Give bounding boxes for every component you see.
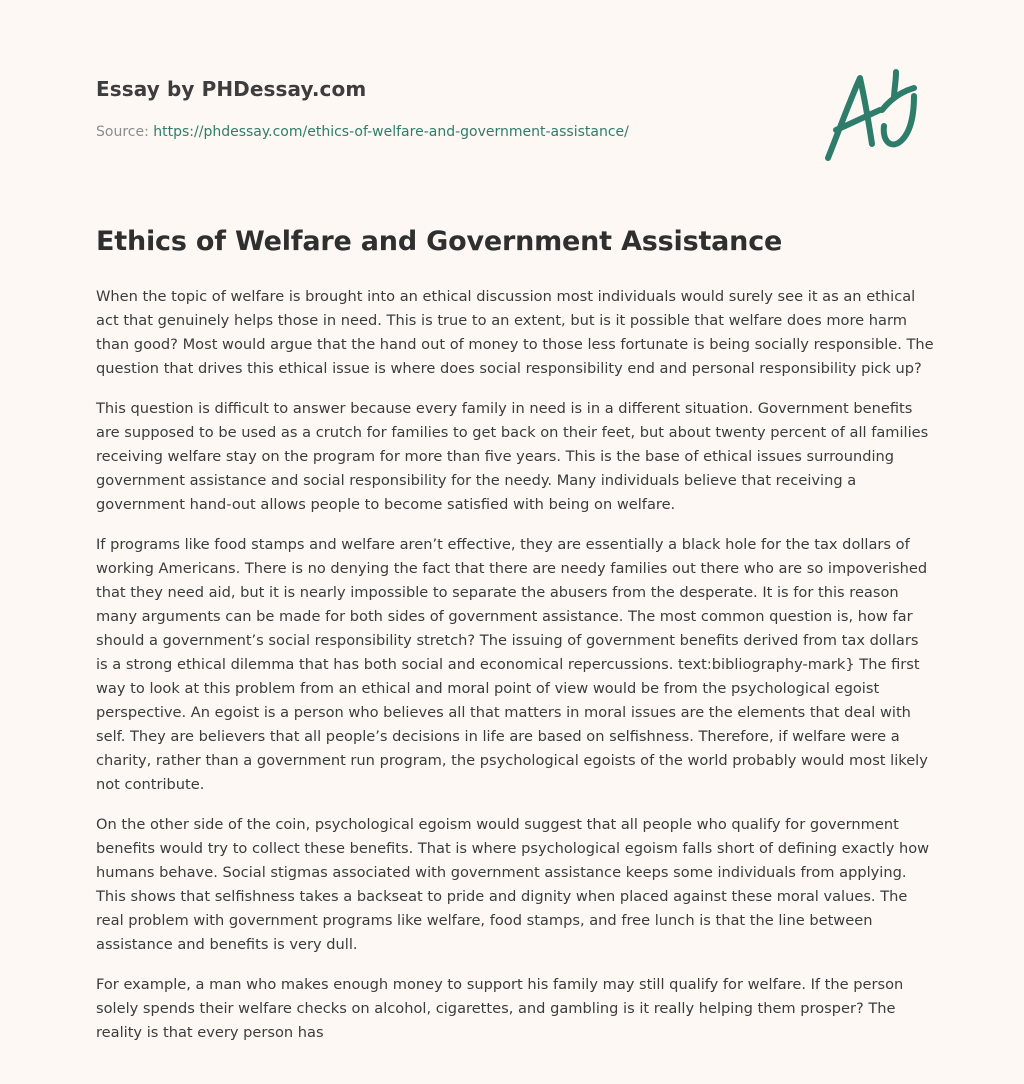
page-header [96,0,931,200]
a-plus-logo-icon [822,66,928,166]
essay-title: Ethics of Welfare and Government Assistance [96,226,783,257]
source-link[interactable]: https://phdessay.com/ethics-of-welfare-and-government-assistance/ [153,124,629,140]
essay-paragraph: On the other side of the coin, psychological egoism would suggest that all people who qualify for government benefits would try to collect these benefits. That is where psychological egoism falls short of defining exactly how humans behave. Social stigmas associated with government assistance keeps some individuals from applying. This shows that selfishness takes a backseat to pride and dignity when placed against these moral values. The real problem with government programs like welfare, food stamps, and free lunch is that the line between assistance and benefits is very dull. [96,816,930,953]
essay-paragraph: When the topic of welfare is brought into an ethical discussion most individuals would surely see it as an ethical act that genuinely helps those in need. This is true to an extent, but is it possible that welfare does more harm than good? Most would argue that the hand out of money to those less fortunate is being socially responsible. The question that drives this ethical issue is where does social responsibility end and personal responsibility pick up? [96,288,934,377]
essay-paragraph: For example, a man who makes enough money to support his family may still qualify for welfare. If the person solely spends their welfare checks on alcohol, cigarettes, and gambling is it really helping them prosper? The reality is that every person has [96,976,904,1041]
source-line [96,124,629,140]
essay-body [96,285,934,1061]
essay-paragraph: This question is difficult to answer because every family in need is in a different situation. Government benefits are supposed to be used as a crutch for families to get back on their feet, but about twenty percent of all families receiving welfare stay on the program for more than five years. This is the base of ethical issues surrounding government assistance and social responsibility for the needy. Many individuals believe that receiving a government hand-out allows people to become satisfied with being on welfare. [96,400,929,513]
brand-name: Essay by PHDessay.com [96,77,367,101]
essay-page [96,0,934,1041]
source-label: Source: [96,124,154,140]
essay-paragraph: If programs like food stamps and welfare aren’t effective, they are essentially a black hole for the tax dollars of working Americans. There is no denying the fact that there are needy families out there who are so impoverished that they need aid, but it is nearly impossible to separate the abusers from the desperate. It is for this reason many arguments can be made for both sides of government assistance. The most common question is, how far should a government’s social responsibility stretch? The issuing of government benefits derived from tax dollars is a strong ethical dilemma that has both social and economical repercussions. text:bibliography-mark} The first way to look at this problem from an ethical and moral point of view would be from the psychological egoist perspective. An egoist is a person who believes all that matters in moral issues are the elements that deal with self. They are believers that all people’s decisions in life are based on selfishness. Therefore, if welfare were a charity, rather than a government run program, the psychological egoists of the world probably would most likely not contribute. [96,536,928,793]
